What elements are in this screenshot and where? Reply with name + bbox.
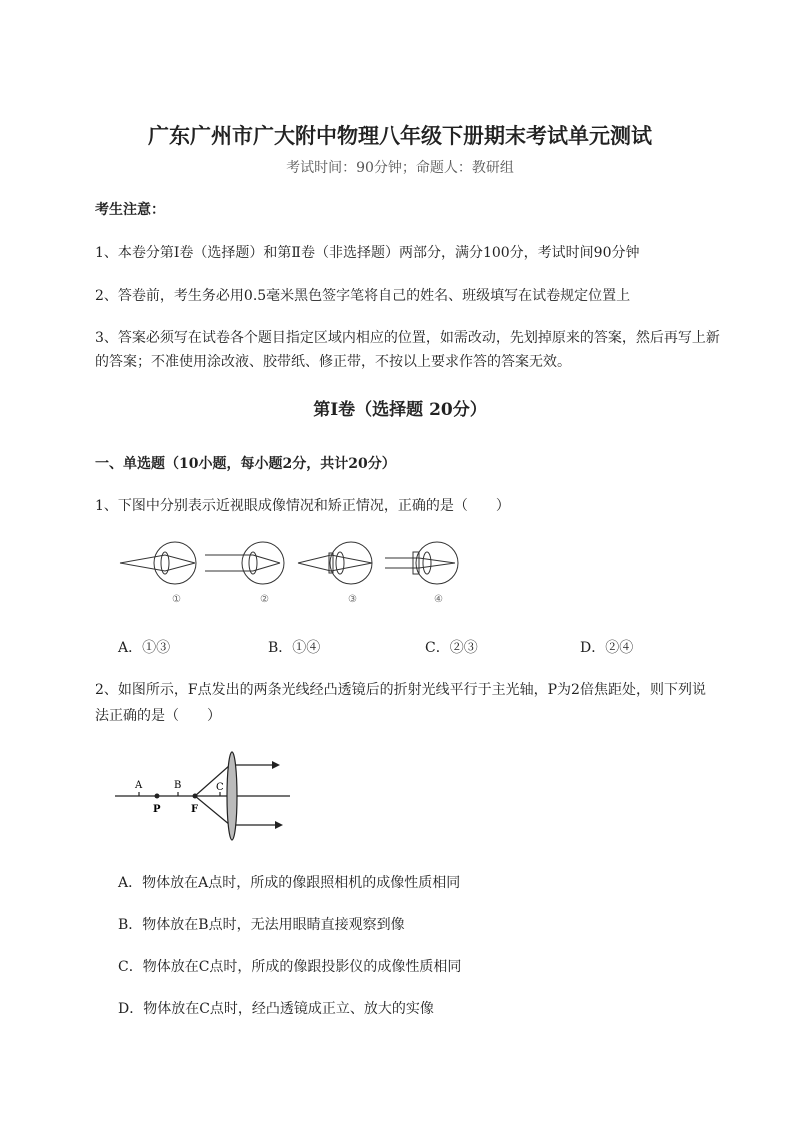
option-a[interactable]: A．①③ bbox=[118, 640, 171, 656]
option-c[interactable]: C．②③ bbox=[425, 640, 478, 656]
question-2-stem: 2、如图所示，F点发出的两条光线经凸透镜后的折射光线平行于主光轴，P为2倍焦距处，则下列说 bbox=[95, 682, 706, 698]
point-label: P bbox=[153, 804, 161, 815]
option-d[interactable]: D．物体放在C点时，经凸透镜成正立、放大的实像 bbox=[118, 1001, 434, 1017]
option-d[interactable]: D．②④ bbox=[580, 640, 634, 656]
figure-label: ① bbox=[172, 594, 181, 605]
option-a[interactable]: A．物体放在A点时，所成的像跟照相机的成像性质相同 bbox=[118, 875, 461, 891]
figure-label: ③ bbox=[348, 594, 357, 605]
notice-item: 2、答卷前，考生务必用0.5毫米黑色签字笔将自己的姓名、班级填写在试卷规定位置上 bbox=[95, 288, 631, 304]
figure-label: ④ bbox=[434, 594, 443, 605]
option-b[interactable]: B．物体放在B点时，无法用眼睛直接观察到像 bbox=[118, 917, 405, 933]
option-c[interactable]: C．物体放在C点时，所成的像跟投影仪的成像性质相同 bbox=[118, 959, 462, 975]
convex-lens-figure bbox=[110, 740, 310, 850]
notice-item: 的答案；不准使用涂改液、胶带纸、修正带，不按以上要求作答的答案无效。 bbox=[95, 354, 571, 370]
notice-item: 3、答案必须写在试卷各个题目指定区域内相应的位置，如需改动，先划掉原来的答案，然后再写上新 bbox=[95, 330, 720, 346]
notice-heading: 考生注意： bbox=[95, 202, 165, 218]
section-title: 第I卷（选择题 20分） bbox=[313, 400, 487, 420]
notice-item: 1、本卷分第I卷（选择题）和第Ⅱ卷（非选择题）两部分，满分100分，考试时间90分钟 bbox=[95, 245, 640, 261]
point-label: B bbox=[174, 780, 182, 791]
page-title: 广东广州市广大附中物理八年级下册期末考试单元测试 bbox=[148, 124, 652, 148]
figure-label: ② bbox=[260, 594, 269, 605]
option-b[interactable]: B．①④ bbox=[268, 640, 321, 656]
eye-diagram-figure bbox=[110, 540, 510, 615]
point-label: F bbox=[191, 804, 199, 815]
part-heading: 一、单选题（10小题，每小题2分，共计20分） bbox=[95, 456, 396, 472]
question-2-stem-cont: 法正确的是（ ） bbox=[95, 708, 221, 724]
question-1-stem: 1、下图中分别表示近视眼成像情况和矫正情况，正确的是（ ） bbox=[95, 498, 510, 514]
point-label: A bbox=[135, 780, 143, 791]
point-label: C bbox=[216, 782, 224, 793]
exam-subtitle: 考试时间：90分钟；命题人：教研组 bbox=[286, 160, 514, 176]
